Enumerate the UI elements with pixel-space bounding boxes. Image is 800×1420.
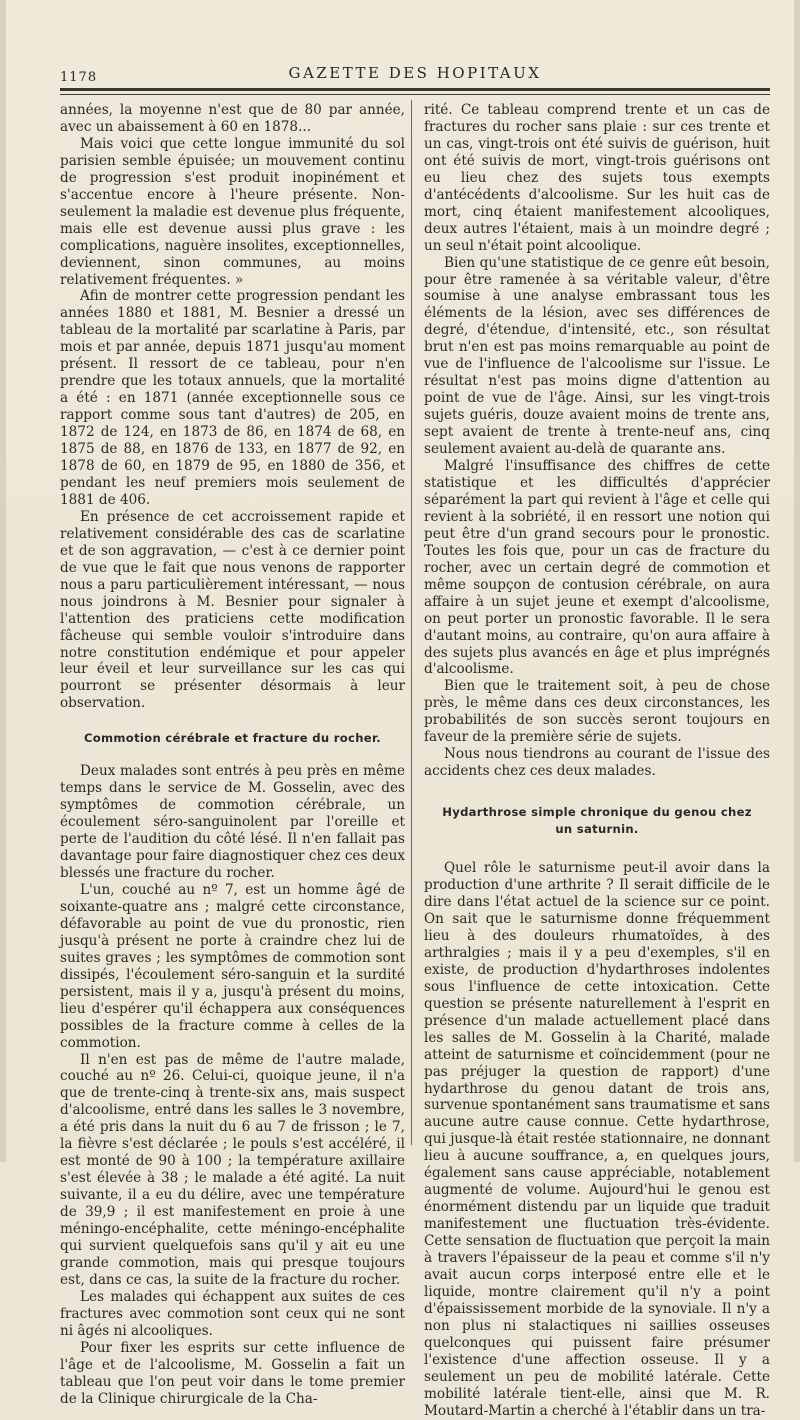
paragraph: Afin de montrer cette progression pendant les années 1880 et 1881, M. Besnier a dressé un tableau de la mortalité par scarlatine à Paris, par mois et par année, depuis 1871 jusqu'au moment présent. Il ressort de ce tableau, pour n'en prendre que les totaux annuels, que la mortalité a été : en 1871 (année exceptionnelle sous ce rapport comme sous tant d'autres) de 205, en 1872 de 124, en 1873 de 86, en 1874 de 68, en 1875 de 88, en 1876 de 133, en 1877 de 92, en 1878 de 60, en 1879 de 95, en 1880 de 356, et pendant les neuf premiers mois seulement de 1881 de 406. <box>60 288 405 508</box>
paragraph: Bien que le traitement soit, à peu de chose près, le même dans ces deux circonstances, les probabilités de son succès seront toujours en faveur de la première série de sujets. <box>424 678 770 746</box>
section-heading: Commotion cérébrale et fracture du rocher. <box>83 731 382 746</box>
paragraph: Pour fixer les esprits sur cette influence de l'âge et de l'alcoolisme, M. Gosselin a fait un tableau que l'on peut voir dans le tome premier de la Clinique chirurgicale de la Cha- <box>60 1339 405 1407</box>
paragraph: Bien qu'une statistique de ce genre eût besoin, pour être ramenée à sa véritable valeur, d'être soumise à une analyse embrassant tous les éléments de la lésion, avec ses différences de degré, d'étendue, d'intensité, etc., son résultat brut n'en est pas moins remarquable au point de vue de l'influence de l'alcoolisme sur l'issue. Le résultat n'est pas moins digne d'attention au point de vue de l'âge. Ainsi, sur les vingt-trois sujets guéris, douze avaient moins de trente ans, sept avaient de trente à trente-neuf ans, cinq seulement avaient au-delà de quarante ans. <box>424 254 770 458</box>
page-number: 1178 <box>60 70 98 85</box>
left-page-edge <box>0 0 6 1162</box>
journal-title: GAZETTE DES HOPITAUX <box>288 64 542 82</box>
header-rule-thin <box>60 94 770 95</box>
paragraph: Nous nous tiendrons au courant de l'issue des accidents chez ces deux malades. <box>424 746 770 780</box>
paragraph: Deux malades sont entrés à peu près en même temps dans le service de M. Gosselin, avec des symptômes de commotion cérébrale, un écoulement séro-sanguinolent par l'oreille et perte de l'audition du côté lésé. Il n'en fallait pas davantage pour faire diagnostiquer chez ces deux blessés une fracture du rocher. <box>60 763 405 882</box>
paragraph: L'un, couché au nº 7, est un homme âgé de soixante-quatre ans ; malgré cette circonstance, défavorable au point de vue du pronostic, rien jusqu'à présent ne porte à craindre chez lui de suites graves ; les symptômes de commotion sont dissipés, l'écoulement séro-sanguin et la surdité persistent, mais il y a, jusqu'à présent du moins, lieu d'espérer qu'il échappera aux conséquences possibles de la fracture comme à celles de la commotion. <box>60 881 405 1051</box>
left-column <box>60 102 405 1408</box>
paragraph: Quel rôle le saturnisme peut-il avoir dans la production d'une arthrite ? Il serait difficile de le dire dans l'état actuel de la science sur ce point. On sait que le saturnisme donne fréquemment lieu à des douleurs rhumatoïdes, à des arthralgies ; mais il y a peu d'exemples, s'il en existe, de production d'hydarthroses indolentes sous l'influence de cette intoxication. Cette question se présente naturellement à l'esprit en présence d'un malade actuellement placé dans les salles de M. Gosselin à la Charité, malade atteint de saturnisme et coïncidemment (pour ne pas préjuger la question de rapport) d'une hydarthrose du genou datant de trois ans, survenue spontanément sans traumatisme et sans aucune autre cause connue. Cette hydarthrose, qui jusque-là était restée stationnaire, ne donnant lieu à aucune souffrance, a, en quelques jours, également sans cause appréciable, notablement augmenté de volume. Aujourd'hui le genou est énormément distendu par un liquide que traduit manifestement une fluctuation très-évidente. Cette sensation de fluctuation que perçoit la main à travers l'épaisseur de la peau et comme s'il n'y avait aucun corps interposé entre elle et le liquide, montre clairement qu'il n'y a point d'épaississement morbide de la synoviale. Il n'y a non plus ni stalactiques ni saillies osseuses quelconques qui puissent faire présumer l'existence d'une affection osseuse. Il y a seulement un peu de mobilité latérale. Cette mobilité latérale tient-elle, ainsi que M. R. Moutard-Martin a cherché à l'établir dans un tra- <box>424 860 770 1419</box>
paragraph: Il n'en est pas de même de l'autre malade, couché au nº 26. Celui-ci, quoique jeune, il n'a que de trente-cinq à trente-six ans, mais suspect d'alcoolisme, entré dans les salles le 3 novembre, a été pris dans la nuit du 6 au 7 de frisson ; le 7, la fièvre s'est déclarée ; le pouls s'est accéléré, il est monté de 90 à 100 ; la température axillaire s'est élevée à 38 ; le malade a été agité. La nuit suivante, il a eu du délire, avec une température de 39,9 ; il est manifestement en proie à une méningo-encéphalite, cette méningo-encéphalite qui survient quelquefois sans qu'il y ait eu une grande commotion, mais qui presque toujours est, dans ce cas, la suite de la fracture du rocher. <box>60 1051 405 1288</box>
paragraph: Les malades qui échappent aux suites de ces fractures avec commotion sont ceux qui ne sont ni âgés ni alcooliques. <box>60 1288 405 1339</box>
column-divider <box>411 100 412 1145</box>
header-rule-thick <box>60 88 770 91</box>
right-column <box>424 102 770 1420</box>
running-head <box>60 62 770 84</box>
paragraph: Malgré l'insuffisance des chiffres de cette statistique et les difficultés d'apprécier séparément la part qui revient à l'âge et celle qui revient à la sobriété, il en ressort une notion qui peut être d'un grand secours pour le pronostic. Toutes les fois que, pour un cas de fracture du rocher, avec un certain degré de commotion et même soupçon de contusion cérébrale, on aura affaire à un sujet jeune et exempt d'alcoolisme, on peut porter un pronostic favorable. Il le sera d'autant moins, au contraire, qu'on aura affaire à des sujets plus avancés en âge et plus imprégnés d'alcoolisme. <box>424 458 770 678</box>
paragraph: Mais voici que cette longue immunité du sol parisien semble épuisée; un mouvement continu de progression s'est produit inopinément et s'accentue encore à l'heure présente. Non-seulement la maladie est devenue plus fréquente, mais elle est devenue aussi plus grave : les complications, naguère insolites, exceptionnelles, deviennent, sinon communes, au moins relativement fréquentes. » <box>60 135 405 288</box>
paragraph: En présence de cet accroissement rapide et relativement considérable des cas de scarlatine et de son aggravation, — c'est à ce dernier point de vue que le fait que nous venons de rapporter nous a paru particulièrement intéressant, — nous nous joindrons à M. Besnier pour signaler à l'attention des praticiens cette modification fâcheuse qui semble vouloir s'introduire dans notre constitution endémique et pour appeler leur éveil et leur surveillance sur les cas qui pourront se présenter désormais à leur observation. <box>60 508 405 712</box>
right-page-edge <box>794 0 800 1162</box>
paragraph: rité. Ce tableau comprend trente et un cas de fractures du rocher sans plaie : sur ces trente et un cas, vingt-trois ont été suivis de guérison, huit ont été suivis de mort, vingt-trois guérisons ont eu lieu chez des sujets tous exempts d'antécédents d'alcoolisme. Sur les huit cas de mort, cinq étaient manifestement alcooliques, deux autres l'étaient, mais à un moindre degré ; un seul n'était point alcoolique. <box>424 102 770 254</box>
section-heading: Hydarthrose simple chronique du genou chez un saturnin. <box>442 805 752 837</box>
paragraph: années, la moyenne n'est que de 80 par année, avec un abaissement à 60 en 1878... <box>60 102 405 135</box>
